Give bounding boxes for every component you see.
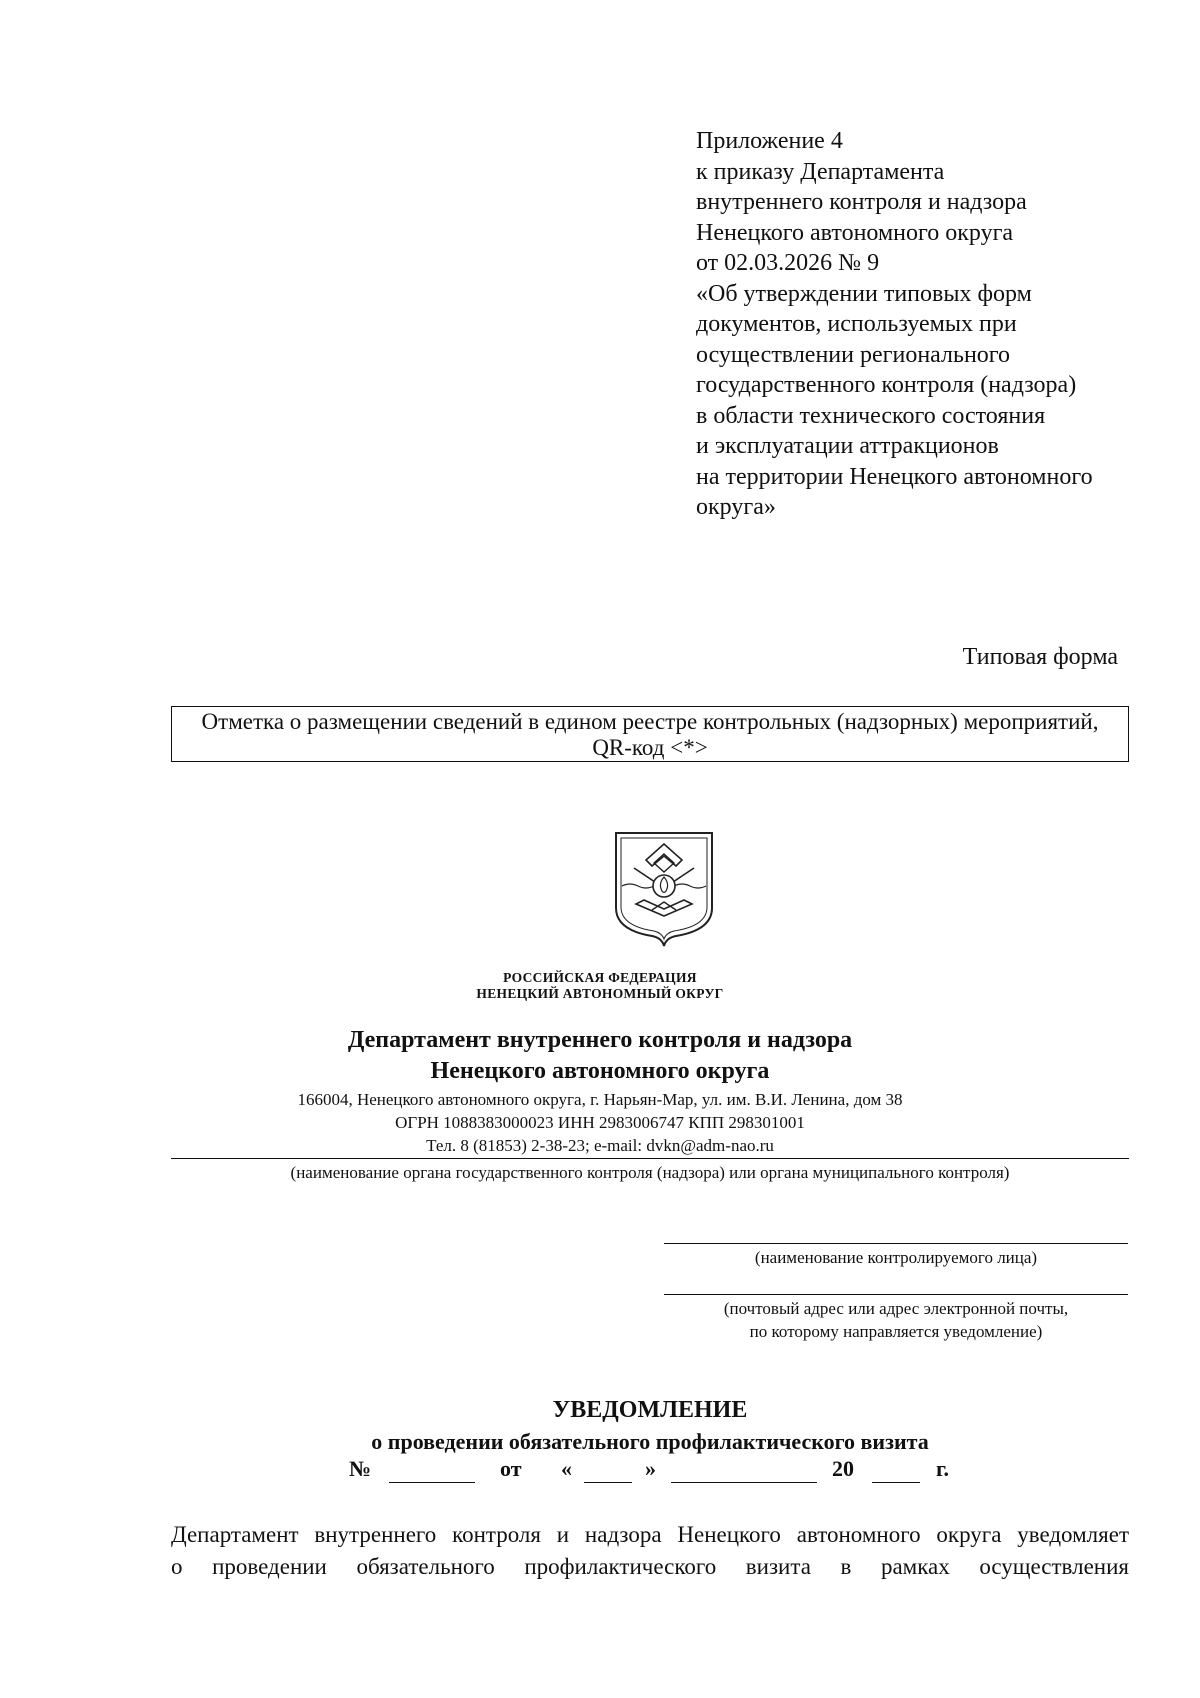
registry-mark-line1: Отметка о размещении сведений в едином реестре контрольных (надзорных) мероприятий, (201, 709, 1099, 734)
number-sign: № (349, 1456, 372, 1481)
from-label: от (500, 1456, 522, 1481)
appendix-line: на территории Ненецкого автономного (696, 463, 1093, 490)
notice-title: УВЕДОМЛЕНИЕ (552, 1397, 748, 1423)
year-field[interactable] (872, 1482, 920, 1483)
appendix-line: государственного контроля (надзора) (696, 372, 1077, 398)
notice-number-field[interactable] (389, 1482, 475, 1483)
appendix-line: Приложение 4 (696, 128, 843, 154)
registry-mark-line2: QR-код <*> (592, 735, 708, 760)
department-title: Департамент внутреннего контроля и надзора (347, 1027, 853, 1053)
department-registration: ОГРН 1088383000023 ИНН 2983006747 КПП 298301001 (395, 1113, 805, 1132)
controlled-person-field[interactable] (664, 1243, 1128, 1244)
notice-subtitle: о проведении обязательного профилактического визита (371, 1429, 929, 1454)
department-address: 166004, Ненецкого автономного округа, г. Нарьян-Мар, ул. им. В.И. Ленина, дом 38 (297, 1090, 903, 1109)
month-field[interactable] (671, 1482, 817, 1483)
controlled-person-caption: (наименование контролируемого лица) (754, 1248, 1038, 1267)
org-underline (171, 1158, 1129, 1159)
department-contacts: Тел. 8 (81853) 2-38-23; e-mail: dvkn@adm-nao.ru (426, 1136, 774, 1155)
notice-body-line: о проведении обязательного профилактического визита в рамках осуществления (171, 1554, 1129, 1579)
department-title-region: Ненецкого автономного округа (430, 1058, 770, 1084)
appendix-line: и эксплуатации аттракционов (696, 433, 999, 459)
notice-body-line: Департамент внутреннего контроля и надзора Ненецкого автономного округа уведомляет (171, 1522, 1129, 1547)
appendix-line: в области технического состояния (696, 402, 1046, 429)
year-prefix: 20 (832, 1456, 854, 1481)
appendix-line: «Об утверждении типовых форм (696, 280, 1032, 307)
coat-of-arms-icon (612, 830, 716, 948)
appendix-line: внутреннего контроля и надзора (696, 189, 1027, 215)
year-suffix: г. (936, 1456, 950, 1481)
day-field[interactable] (584, 1482, 632, 1483)
notice-number-line (0, 1456, 1200, 1490)
appendix-line: к приказу Департамента (696, 158, 945, 185)
appendix-line: Ненецкого автономного округа (696, 219, 1014, 246)
region-name: НЕНЕЦКИЙ АВТОНОМНЫЙ ОКРУГ (476, 986, 724, 1001)
appendix-line: осуществлении регионального (696, 341, 1011, 368)
country-name: РОССИЙСКАЯ ФЕДЕРАЦИЯ (503, 970, 697, 985)
recipient-address-caption-cont: по которому направляется уведомление) (749, 1322, 1043, 1341)
form-type-label: Типовая форма (962, 644, 1118, 670)
org-caption: (наименование органа государственного контроля (надзора) или органа муниципального контроля) (290, 1163, 1010, 1182)
appendix-line: документов, используемых при (696, 311, 1017, 337)
appendix-line: от 02.03.2026 № 9 (696, 250, 880, 276)
recipient-address-field[interactable] (664, 1294, 1128, 1295)
recipient-address-caption: (почтовый адрес или адрес электронной почты, (723, 1299, 1069, 1318)
appendix-block (696, 126, 1156, 523)
appendix-line: округа» (696, 494, 776, 520)
day-quote-close: » (645, 1456, 656, 1481)
day-quote-open: « (561, 1456, 572, 1481)
registry-mark-box (171, 706, 1129, 762)
